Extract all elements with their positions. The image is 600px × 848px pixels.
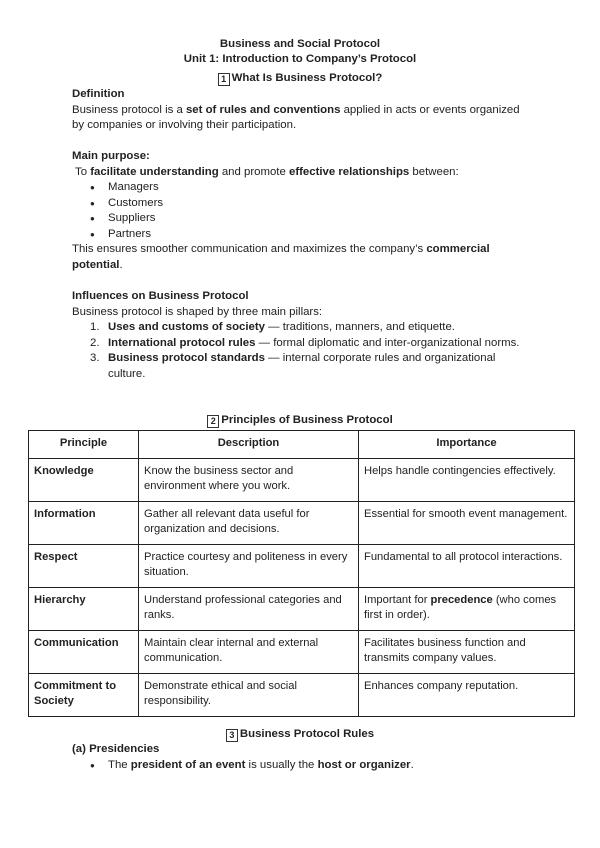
influences-heading: Influences on Business Protocol: [72, 290, 249, 302]
principles-table: [28, 430, 575, 717]
principle-cell: Respect: [29, 544, 139, 587]
list-item: 1. Uses and customs of society — traditions, manners, and etiquette.: [90, 321, 455, 333]
table-row: [29, 458, 575, 501]
definition-text: Business protocol is a set of rules and conventions applied in acts or events organized by companies or involving their participation.: [72, 103, 520, 131]
number-2-icon: 2: [207, 415, 219, 428]
number-3-icon: 3: [226, 729, 238, 742]
principle-cell: Hierarchy: [29, 587, 139, 630]
principle-cell: Communication: [29, 630, 139, 673]
section2-heading: [0, 413, 600, 429]
table-header-row: [29, 431, 575, 459]
column-header-importance: Importance: [359, 431, 575, 459]
table-row: [29, 630, 575, 673]
table-row: [29, 587, 575, 630]
principle-cell: Commitment to Society: [29, 673, 139, 716]
table-row: [29, 544, 575, 587]
column-header-principle: Principle: [29, 431, 139, 459]
importance-cell: Important for precedence (who comes first in order).: [359, 587, 575, 630]
stakeholder-list: [72, 180, 532, 242]
importance-cell: Helps handle contingencies effectively.: [359, 458, 575, 501]
section3-title: Business Protocol Rules: [239, 728, 375, 740]
main-purpose-conclusion: This ensures smoother communication and maximizes the company’s commercial potential.: [72, 243, 490, 271]
main-purpose-block: [72, 149, 532, 273]
document-subtitle: Unit 1: Introduction to Company’s Protocol: [183, 53, 417, 65]
section2-title: Principles of Business Protocol: [221, 414, 393, 426]
main-purpose-heading: Main purpose:: [72, 150, 150, 162]
definition-heading: Definition: [72, 88, 125, 100]
section1-heading: [0, 71, 600, 87]
influences-intro: Business protocol is shaped by three main pillars:: [72, 305, 323, 318]
list-item: ● Partners: [72, 227, 532, 243]
description-cell: Know the business sector and environment where you work.: [139, 458, 359, 501]
presidencies-heading: (a) Presidencies: [72, 743, 160, 755]
list-item: ● Managers: [72, 180, 532, 196]
principle-cell: Information: [29, 501, 139, 544]
table-row: [29, 673, 575, 716]
list-item: ● Customers: [72, 196, 532, 212]
document-title: Business and Social Protocol: [219, 38, 381, 50]
list-item: ● Suppliers: [72, 211, 532, 227]
list-item: 2. International protocol rules — formal diplomatic and inter-organizational norms.: [90, 336, 520, 349]
description-cell: Understand professional categories and ranks.: [139, 587, 359, 630]
principle-cell: Knowledge: [29, 458, 139, 501]
description-cell: Practice courtesy and politeness in every situation.: [139, 544, 359, 587]
section1-title: What Is Business Protocol?: [231, 72, 383, 84]
description-cell: Maintain clear internal and external communication.: [139, 630, 359, 673]
influences-list: [72, 320, 532, 382]
importance-cell: Fundamental to all protocol interactions.: [359, 544, 575, 587]
list-item: 3. Business protocol standards — internal corporate rules and organizational culture.: [90, 352, 496, 380]
main-purpose-intro: To facilitate understanding and promote effective relationships between:: [75, 165, 459, 178]
definition-block: [72, 87, 532, 134]
presidencies-block: [72, 742, 532, 773]
presidencies-list: [72, 758, 532, 774]
importance-cell: Enhances company reputation.: [359, 673, 575, 716]
list-item: ● The president of an event is usually the host or organizer.: [72, 758, 532, 774]
importance-cell: Facilitates business function and transmits company values.: [359, 630, 575, 673]
number-1-icon: 1: [218, 73, 230, 86]
description-cell: Gather all relevant data useful for organization and decisions.: [139, 501, 359, 544]
section3-heading: [0, 727, 600, 743]
column-header-description: Description: [139, 431, 359, 459]
importance-cell: Essential for smooth event management.: [359, 501, 575, 544]
table-row: [29, 501, 575, 544]
influences-block: [72, 289, 532, 382]
description-cell: Demonstrate ethical and social responsibility.: [139, 673, 359, 716]
